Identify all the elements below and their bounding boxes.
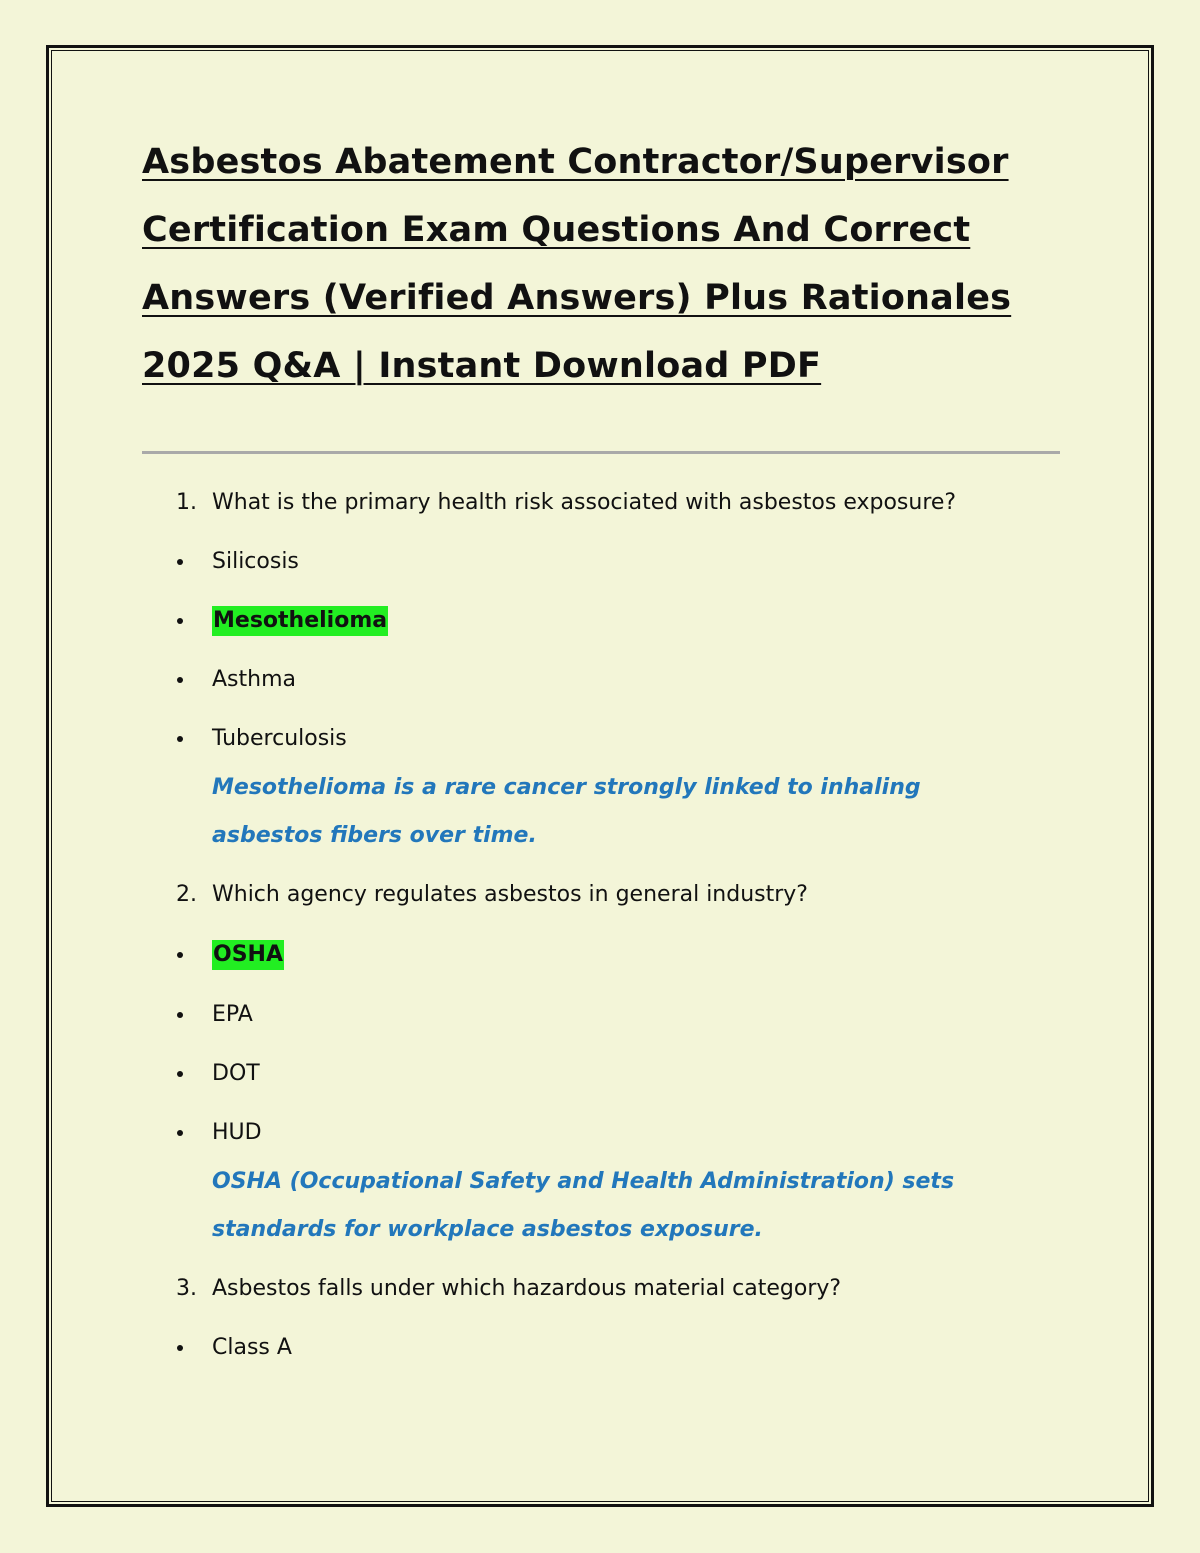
answer-option-correct: [212, 606, 388, 636]
bullet-icon: [176, 724, 186, 734]
question-text: What is the primary health risk associated with asbestos exposure?: [212, 490, 957, 515]
document-title: Asbestos Abatement Contractor/Supervisor Certification Exam Questions And Correct Answers (Verified Answers) Plus Rationales 2025 Q&A | Instant Download PDF: [142, 142, 1012, 386]
answer-option: Class A: [212, 1335, 292, 1360]
question-number: 2.: [176, 882, 197, 907]
question-text: Which agency regulates asbestos in general industry?: [212, 882, 808, 907]
answer-option: Silicosis: [212, 549, 299, 574]
bullet-icon: [176, 665, 186, 675]
bullet-icon: [176, 940, 186, 950]
rationale-text: Mesothelioma is a rare cancer strongly linked to inhaling asbestos fibers over time.: [212, 775, 921, 848]
answer-option: Asthma: [212, 667, 296, 692]
answer-option: HUD: [212, 1120, 262, 1145]
bullet-icon: [176, 1000, 186, 1010]
question-number: 3.: [176, 1276, 197, 1301]
rationale-text: OSHA (Occupational Safety and Health Administration) sets standards for workplace asbestos exposure.: [212, 1169, 955, 1242]
answer-option: DOT: [212, 1061, 260, 1086]
answer-option: EPA: [212, 1002, 253, 1027]
bullet-icon: [176, 606, 186, 616]
answer-option-correct: [212, 940, 284, 970]
horizontal-divider: [142, 451, 1060, 454]
bullet-icon: [176, 1118, 186, 1128]
correct-answer-highlight: OSHA: [212, 940, 284, 970]
bullet-icon: [176, 1333, 186, 1343]
correct-answer-highlight: Mesothelioma: [212, 606, 388, 636]
question-number: 1.: [176, 490, 197, 515]
bullet-icon: [176, 547, 186, 557]
answer-option: Tuberculosis: [212, 726, 347, 751]
bullet-icon: [176, 1059, 186, 1069]
question-text: Asbestos falls under which hazardous material category?: [212, 1276, 842, 1301]
